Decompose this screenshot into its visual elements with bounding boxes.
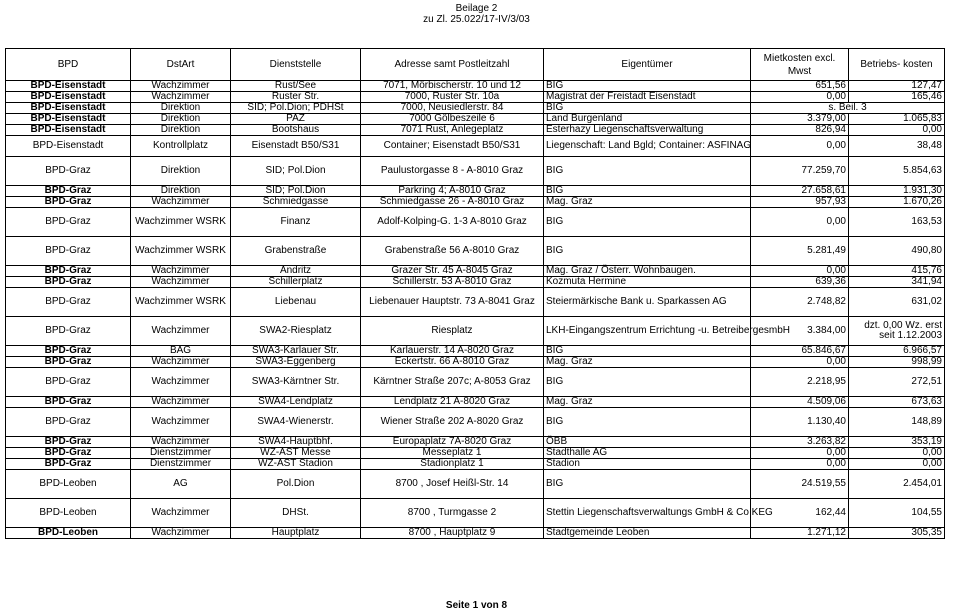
cell-mietkosten: 4.509,06 bbox=[751, 397, 849, 408]
cell-bpd: BPD-Eisenstadt bbox=[6, 114, 131, 125]
cell-bpd: BPD-Graz bbox=[6, 157, 131, 186]
table-row bbox=[6, 277, 945, 288]
cell-dstart: BAG bbox=[131, 346, 231, 357]
cell-dstart: Wachzimmer bbox=[131, 528, 231, 539]
cell-dstart: Dienstzimmer bbox=[131, 459, 231, 470]
cell-adresse: Messeplatz 1 bbox=[361, 448, 544, 459]
cell-dienststelle: Pol.Dion bbox=[231, 470, 361, 499]
cell-bpd: BPD-Leoben bbox=[6, 528, 131, 539]
cell-betriebskosten: 6.966,57 bbox=[849, 346, 945, 357]
cell-dienststelle: WZ-AST Messe bbox=[231, 448, 361, 459]
cell-dstart: Wachzimmer bbox=[131, 92, 231, 103]
table-header-row bbox=[6, 49, 945, 81]
cell-bpd: BPD-Eisenstadt bbox=[6, 136, 131, 157]
cell-dstart: Wachzimmer bbox=[131, 197, 231, 208]
cell-betriebskosten: 165,46 bbox=[849, 92, 945, 103]
cell-adresse: Lendplatz 21 A-8020 Graz bbox=[361, 397, 544, 408]
cell-adresse: Kärntner Straße 207c; A-8053 Graz bbox=[361, 368, 544, 397]
cell-bpd: BPD-Graz bbox=[6, 288, 131, 317]
cell-bpd: BPD-Graz bbox=[6, 317, 131, 346]
cell-betriebskosten: 305,35 bbox=[849, 528, 945, 539]
cell-mietkosten: 0,00 bbox=[751, 459, 849, 470]
cell-bpd: BPD-Graz bbox=[6, 408, 131, 437]
cell-betriebskosten: 998,99 bbox=[849, 357, 945, 368]
cell-dienststelle: Rust/See bbox=[231, 81, 361, 92]
cell-dienststelle: Eisenstadt B50/S31 bbox=[231, 136, 361, 157]
cell-eigentuemer: Stadtgemeinde Leoben bbox=[544, 528, 751, 539]
cell-mietkosten: 27.658,61 bbox=[751, 186, 849, 197]
cell-dstart: Wachzimmer bbox=[131, 408, 231, 437]
cell-eigentuemer: Esterhazy Liegenschaftsverwaltung bbox=[544, 125, 751, 136]
cell-mietkosten: 77.259,70 bbox=[751, 157, 849, 186]
cell-dienststelle: DHSt. bbox=[231, 499, 361, 528]
cell-eigentuemer: Mag. Graz bbox=[544, 397, 751, 408]
cell-dstart: Wachzimmer WSRK bbox=[131, 237, 231, 266]
cell-dstart: Wachzimmer bbox=[131, 357, 231, 368]
cell-eigentuemer: BIG bbox=[544, 157, 751, 186]
cell-eigentuemer: ÖBB bbox=[544, 437, 751, 448]
cell-bpd: BPD-Eisenstadt bbox=[6, 125, 131, 136]
cell-adresse: 8700 , Turmgasse 2 bbox=[361, 499, 544, 528]
cell-adresse: Adolf-Kolping-G. 1-3 A-8010 Graz bbox=[361, 208, 544, 237]
cell-bpd: BPD-Graz bbox=[6, 346, 131, 357]
cell-dstart: Wachzimmer bbox=[131, 277, 231, 288]
cell-mietkosten: 0,00 bbox=[751, 448, 849, 459]
cell-betriebskosten: 1.670,26 bbox=[849, 197, 945, 208]
cell-bpd: BPD-Graz bbox=[6, 186, 131, 197]
cell-adresse: Grabenstraße 56 A-8010 Graz bbox=[361, 237, 544, 266]
cell-eigentuemer: Mag. Graz bbox=[544, 357, 751, 368]
table-row bbox=[6, 197, 945, 208]
cell-bpd: BPD-Eisenstadt bbox=[6, 92, 131, 103]
cell-adresse: 8700 , Josef Heißl-Str. 14 bbox=[361, 470, 544, 499]
table-row bbox=[6, 114, 945, 125]
cell-adresse: 7071, Mörbischerstr. 10 und 12 bbox=[361, 81, 544, 92]
cell-mietkosten: 651,56 bbox=[751, 81, 849, 92]
cell-bpd: BPD-Graz bbox=[6, 197, 131, 208]
cell-eigentuemer: BIG bbox=[544, 208, 751, 237]
cell-adresse: 7000 Gölbeszeile 6 bbox=[361, 114, 544, 125]
cell-adresse: Schillerstr. 53 A-8010 Graz bbox=[361, 277, 544, 288]
cell-adresse: Karlauerstr. 14 A-8020 Graz bbox=[361, 346, 544, 357]
cell-bpd: BPD-Graz bbox=[6, 459, 131, 470]
cell-mietkosten: 2.218,95 bbox=[751, 368, 849, 397]
cell-dstart: Wachzimmer bbox=[131, 397, 231, 408]
cell-dienststelle: PAZ bbox=[231, 114, 361, 125]
cell-mietkosten: 957,93 bbox=[751, 197, 849, 208]
cell-dstart: Direktion bbox=[131, 114, 231, 125]
cell-eigentuemer: BIG bbox=[544, 368, 751, 397]
cell-betriebskosten: 2.454,01 bbox=[849, 470, 945, 499]
cell-eigentuemer: Stadion bbox=[544, 459, 751, 470]
cell-betriebskosten: 353,19 bbox=[849, 437, 945, 448]
page-number: Seite 1 von 8 bbox=[445, 600, 508, 611]
cell-bpd: BPD-Graz bbox=[6, 208, 131, 237]
table-row bbox=[6, 317, 945, 346]
cell-adresse: Wiener Straße 202 A-8020 Graz bbox=[361, 408, 544, 437]
cell-eigentuemer: BIG bbox=[544, 81, 751, 92]
cell-eigentuemer: BIG bbox=[544, 237, 751, 266]
table-row bbox=[6, 136, 945, 157]
column-header-mietkosten: Mietkosten excl. Mwst bbox=[751, 49, 849, 81]
table-row bbox=[6, 448, 945, 459]
cell-eigentuemer: Magistrat der Freistadt Eisenstadt bbox=[544, 92, 751, 103]
cell-eigentuemer: BIG bbox=[544, 103, 751, 114]
cell-dstart: Direktion bbox=[131, 103, 231, 114]
column-header-adresse: Adresse samt Postleitzahl bbox=[361, 49, 544, 81]
cell-dienststelle: Schmiedgasse bbox=[231, 197, 361, 208]
table-body bbox=[6, 81, 945, 539]
cell-betriebskosten: 5.854,63 bbox=[849, 157, 945, 186]
cell-mietkosten: 162,44 bbox=[751, 499, 849, 528]
column-header-eigentuemer: Eigentümer bbox=[544, 49, 751, 81]
cell-eigentuemer: Stadthalle AG bbox=[544, 448, 751, 459]
table-row bbox=[6, 397, 945, 408]
cell-dienststelle: SID; Pol.Dion bbox=[231, 157, 361, 186]
cell-dstart: Wachzimmer bbox=[131, 437, 231, 448]
cell-dstart: Wachzimmer WSRK bbox=[131, 288, 231, 317]
cell-eigentuemer: BIG bbox=[544, 186, 751, 197]
cell-mietkosten: 826,94 bbox=[751, 125, 849, 136]
cell-eigentuemer: Stettin Liegenschaftsverwaltungs GmbH & Co KEG bbox=[544, 499, 751, 528]
cell-bpd: BPD-Graz bbox=[6, 437, 131, 448]
cell-bpd: BPD-Eisenstadt bbox=[6, 81, 131, 92]
cell-bpd: BPD-Graz bbox=[6, 397, 131, 408]
cell-betriebskosten: 415,76 bbox=[849, 266, 945, 277]
cell-dstart: Direktion bbox=[131, 186, 231, 197]
cell-betriebskosten: 38,48 bbox=[849, 136, 945, 157]
cell-eigentuemer: Mag. Graz / Österr. Wohnbaugen. bbox=[544, 266, 751, 277]
cell-dienststelle: SWA3-Eggenberg bbox=[231, 357, 361, 368]
cell-dstart: AG bbox=[131, 470, 231, 499]
cell-adresse: Grazer Str. 45 A-8045 Graz bbox=[361, 266, 544, 277]
cell-eigentuemer: Liegenschaft: Land Bgld; Container: ASFINAG bbox=[544, 136, 751, 157]
cell-dienststelle: SWA2-Riesplatz bbox=[231, 317, 361, 346]
cell-dstart: Wachzimmer bbox=[131, 266, 231, 277]
cell-mietkosten: 639,36 bbox=[751, 277, 849, 288]
cell-mietkosten: 5.281,49 bbox=[751, 237, 849, 266]
cell-dienststelle: SWA4-Hauptbhf. bbox=[231, 437, 361, 448]
cell-dstart: Wachzimmer bbox=[131, 368, 231, 397]
table-row bbox=[6, 103, 945, 114]
cell-dstart: Kontrollplatz bbox=[131, 136, 231, 157]
cell-bpd: BPD-Graz bbox=[6, 368, 131, 397]
cell-dienststelle: SWA3-Karlauer Str. bbox=[231, 346, 361, 357]
cell-bpd: BPD-Eisenstadt bbox=[6, 103, 131, 114]
cell-betriebskosten: 163,53 bbox=[849, 208, 945, 237]
table-row bbox=[6, 81, 945, 92]
cell-betriebskosten: 0,00 bbox=[849, 125, 945, 136]
table-row bbox=[6, 288, 945, 317]
document-attachment-label: Beilage 2 bbox=[455, 3, 498, 14]
cell-betriebskosten: 104,55 bbox=[849, 499, 945, 528]
cell-betriebskosten: 148,89 bbox=[849, 408, 945, 437]
cell-betriebskosten: 1.065,83 bbox=[849, 114, 945, 125]
table-row bbox=[6, 186, 945, 197]
cell-betriebskosten: 0,00 bbox=[849, 448, 945, 459]
column-header-dienststelle: Dienststelle bbox=[231, 49, 361, 81]
table-row bbox=[6, 92, 945, 103]
cell-mietkosten: 3.263,82 bbox=[751, 437, 849, 448]
table-row bbox=[6, 125, 945, 136]
cell-dienststelle: WZ-AST Stadion bbox=[231, 459, 361, 470]
cell-eigentuemer: BIG bbox=[544, 470, 751, 499]
cell-mietkosten: 0,00 bbox=[751, 92, 849, 103]
cell-betriebskosten: 631,02 bbox=[849, 288, 945, 317]
table-row bbox=[6, 459, 945, 470]
cell-bpd: BPD-Graz bbox=[6, 266, 131, 277]
cell-bpd: BPD-Graz bbox=[6, 237, 131, 266]
cell-adresse: Eckertstr. 66 A-8010 Graz bbox=[361, 357, 544, 368]
table-row bbox=[6, 408, 945, 437]
cell-adresse: 7000, Neusiedlerstr. 84 bbox=[361, 103, 544, 114]
cell-adresse: Stadionplatz 1 bbox=[361, 459, 544, 470]
cell-dienststelle: Bootshaus bbox=[231, 125, 361, 136]
cell-adresse: 7071 Rust, Anlegeplatz bbox=[361, 125, 544, 136]
cell-adresse: Parkring 4; A-8010 Graz bbox=[361, 186, 544, 197]
cell-dstart: Wachzimmer bbox=[131, 81, 231, 92]
property-cost-table bbox=[5, 48, 945, 539]
cell-betriebskosten: 490,80 bbox=[849, 237, 945, 266]
cell-mietkosten: 1.271,12 bbox=[751, 528, 849, 539]
cell-bpd: BPD-Graz bbox=[6, 277, 131, 288]
cell-mietkosten: 1.130,40 bbox=[751, 408, 849, 437]
cell-adresse: Europaplatz 7A-8020 Graz bbox=[361, 437, 544, 448]
cell-mietkosten: s. Beil. 3 bbox=[751, 103, 945, 114]
cell-adresse: 7000, Ruster Str. 10a bbox=[361, 92, 544, 103]
table-row bbox=[6, 346, 945, 357]
cell-adresse: Riesplatz bbox=[361, 317, 544, 346]
table-row bbox=[6, 237, 945, 266]
cell-mietkosten: 3.379,00 bbox=[751, 114, 849, 125]
table-row bbox=[6, 266, 945, 277]
cell-dstart: Direktion bbox=[131, 157, 231, 186]
cell-eigentuemer: Land Burgenland bbox=[544, 114, 751, 125]
cell-eigentuemer: BIG bbox=[544, 408, 751, 437]
column-header-dstart: DstArt bbox=[131, 49, 231, 81]
cell-adresse: Liebenauer Hauptstr. 73 A-8041 Graz bbox=[361, 288, 544, 317]
cell-mietkosten: 24.519,55 bbox=[751, 470, 849, 499]
cell-mietkosten: 0,00 bbox=[751, 208, 849, 237]
cell-eigentuemer: Kozmuta Hermine bbox=[544, 277, 751, 288]
cell-dienststelle: Liebenau bbox=[231, 288, 361, 317]
table-row bbox=[6, 357, 945, 368]
cell-eigentuemer: Mag. Graz bbox=[544, 197, 751, 208]
cell-betriebskosten: 341,94 bbox=[849, 277, 945, 288]
cell-bpd: BPD-Graz bbox=[6, 448, 131, 459]
table-row bbox=[6, 528, 945, 539]
cell-betriebskosten: 673,63 bbox=[849, 397, 945, 408]
cell-mietkosten: 0,00 bbox=[751, 357, 849, 368]
table-row bbox=[6, 208, 945, 237]
cell-adresse: Schmiedgasse 26 - A-8010 Graz bbox=[361, 197, 544, 208]
cell-dienststelle: Finanz bbox=[231, 208, 361, 237]
table-row bbox=[6, 437, 945, 448]
cell-dstart: Direktion bbox=[131, 125, 231, 136]
cell-eigentuemer: BIG bbox=[544, 346, 751, 357]
cell-mietkosten: 2.748,82 bbox=[751, 288, 849, 317]
cell-mietkosten: 0,00 bbox=[751, 136, 849, 157]
cell-betriebskosten: 1.931,30 bbox=[849, 186, 945, 197]
cell-betriebskosten: 272,51 bbox=[849, 368, 945, 397]
cell-dienststelle: Hauptplatz bbox=[231, 528, 361, 539]
cell-dienststelle: SID; Pol.Dion bbox=[231, 186, 361, 197]
cell-eigentuemer: LKH-Eingangszentrum Errichtung -u. BetreibergesmbH bbox=[544, 317, 751, 346]
cell-dienststelle: SWA4-Lendplatz bbox=[231, 397, 361, 408]
cell-dienststelle: Ruster Str. bbox=[231, 92, 361, 103]
table-row bbox=[6, 368, 945, 397]
cell-dienststelle: Schillerplatz bbox=[231, 277, 361, 288]
cell-dienststelle: SID; Pol.Dion; PDHSt bbox=[231, 103, 361, 114]
cell-dienststelle: SWA4-Wienerstr. bbox=[231, 408, 361, 437]
cell-eigentuemer: Steiermärkische Bank u. Sparkassen AG bbox=[544, 288, 751, 317]
cell-mietkosten: 3.384,00 bbox=[751, 317, 849, 346]
cell-bpd: BPD-Leoben bbox=[6, 470, 131, 499]
cell-dienststelle: SWA3-Kärntner Str. bbox=[231, 368, 361, 397]
cell-adresse: Container; Eisenstadt B50/S31 bbox=[361, 136, 544, 157]
column-header-bpd: BPD bbox=[6, 49, 131, 81]
cell-mietkosten: 0,00 bbox=[751, 266, 849, 277]
table-row bbox=[6, 499, 945, 528]
column-header-betriebskosten: Betriebs- kosten bbox=[849, 49, 945, 81]
cell-betriebskosten: dzt. 0,00 Wz. erst seit 1.12.2003 bbox=[849, 317, 945, 346]
cell-bpd: BPD-Graz bbox=[6, 357, 131, 368]
cell-dienststelle: Grabenstraße bbox=[231, 237, 361, 266]
cell-dstart: Dienstzimmer bbox=[131, 448, 231, 459]
table-row bbox=[6, 157, 945, 186]
cell-dstart: Wachzimmer bbox=[131, 317, 231, 346]
cell-adresse: Paulustorgasse 8 - A-8010 Graz bbox=[361, 157, 544, 186]
cell-bpd: BPD-Leoben bbox=[6, 499, 131, 528]
cell-betriebskosten: 127,47 bbox=[849, 81, 945, 92]
table-row bbox=[6, 470, 945, 499]
document-reference-number: zu Zl. 25.022/17-IV/3/03 bbox=[423, 14, 530, 25]
cell-dienststelle: Andritz bbox=[231, 266, 361, 277]
cell-betriebskosten: 0,00 bbox=[849, 459, 945, 470]
cell-dstart: Wachzimmer WSRK bbox=[131, 208, 231, 237]
cell-mietkosten: 65.846,67 bbox=[751, 346, 849, 357]
cell-adresse: 8700 , Hauptplatz 9 bbox=[361, 528, 544, 539]
cell-dstart: Wachzimmer bbox=[131, 499, 231, 528]
